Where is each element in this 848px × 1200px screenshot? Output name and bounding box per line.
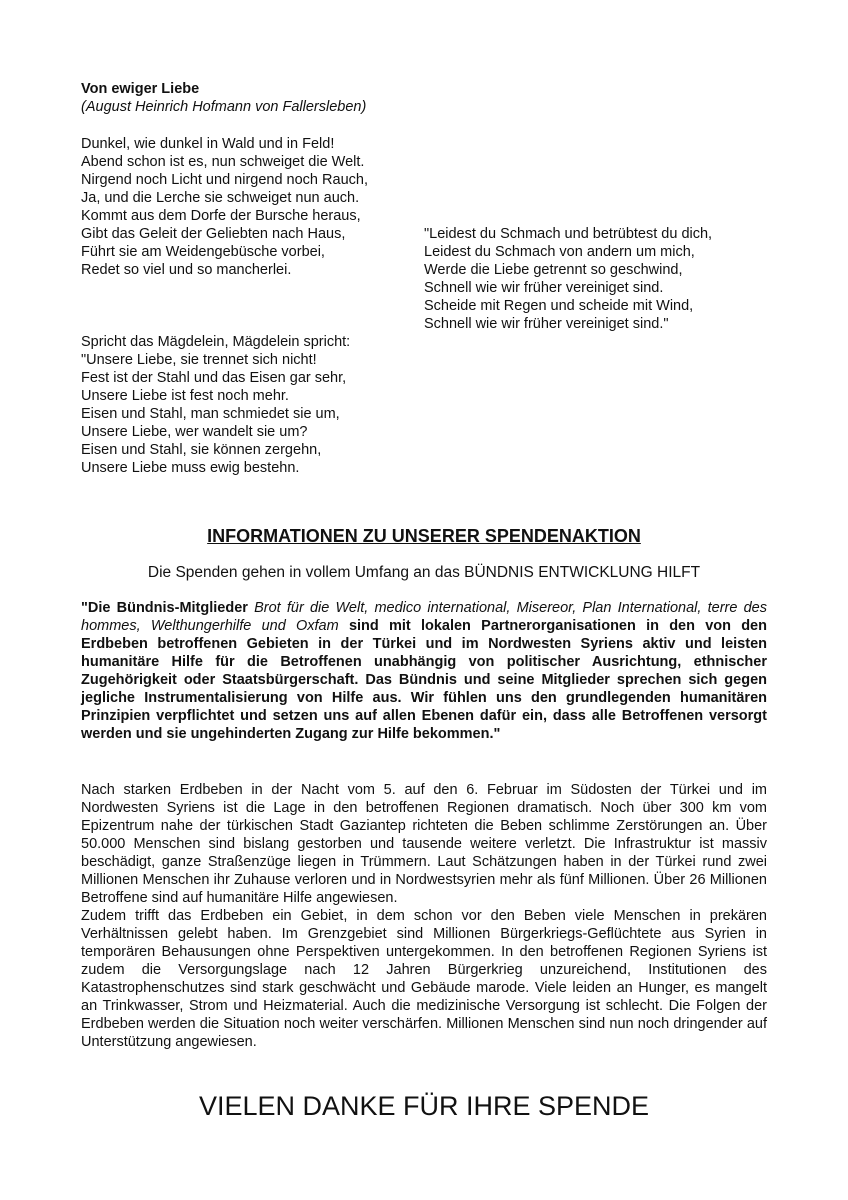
poem-line: "Leidest du Schmach und betrübtest du dich, [424,226,713,242]
poem-title: Von ewiger Liebe [81,81,200,97]
poem-stanza-1 [81,135,368,279]
poem-line: Werde die Liebe getrennt so geschwind, [424,262,683,278]
poem-line: Spricht das Mägdelein, Mägdelein spricht: [81,334,351,350]
poem-line: Gibt das Geleit der Geliebten nach Haus, [81,226,346,242]
paragraph: Nach starken Erdbeben in der Nacht vom 5. auf den 6. Februar im Südosten der Türkei und im Nordwesten Syriens ist die Lage in den betroffenen Regionen dramatisch. Noch über 300 km vom Epizentrum nahe der türkischen Stadt Gaziantep richteten die Beben schlimme Zerstörungen an. Über 50.000 Menschen sind bislang gestorben und tausende weitere verletzt. Die Infrastruktur ist massiv beschädigt, ganze Straßenzüge liegen in Trümmern. Laut Schätzungen haben in der Türkei rund zwei Millionen Menschen ihr Zuhause verloren und in Nordwestsyrien mehr als fünf Millionen. Über 26 Millionen Betroffene sind auf humanitäre Hilfe angewiesen. [81,782,767,906]
poem-line: Nirgend noch Licht und nirgend noch Rauch, [81,172,368,188]
paragraph: Zudem trifft das Erdbeben ein Gebiet, in dem schon vor den Beben viele Menschen in prekären Verhältnissen gelebt haben. Im Grenzgebiet sind Millionen Bürgerkriegs-Geflüchtete aus Syrien in temporären Behausungen ohne Perspektiven untergekommen. In den betroffenen Regionen Syriens ist zudem die Versorgungslage nach 12 Jahren Bürgerkrieg unzureichend, Institutionen des Katastrophenschutzes sind stark geschwächt und Gebäude marode. Viele leiden an Hunger, es mangelt an Trinkwasser, Strom und Heizmaterial. Auch die medizinische Versorgung ist schlecht. Die Folgen der Erdbeben werden die Situation noch weiter verschärfen. Millionen Menschen sind nun noch dringender auf Unterstützung angewiesen. [81,908,767,1050]
poem-line: Unsere Liebe muss ewig bestehn. [81,460,300,476]
poem-line: Eisen und Stahl, man schmiedet sie um, [81,406,340,422]
poem-stanza-2 [424,225,712,333]
poem-line: Redet so viel und so mancherlei. [81,262,292,278]
poem-line: Abend schon ist es, nun schweiget die Welt. [81,154,365,170]
thanks-message: VIELEN DANKE FÜR IHRE SPENDE [198,1091,650,1121]
section-heading: INFORMATIONEN ZU UNSERER SPENDENAKTION [207,526,641,546]
quote-rest: sind mit lokalen Partnerorganisationen in den von den Erdbeben betroffenen Gebieten in der Türkei und im Nordwesten Syriens aktiv und leisten humanitäre Hilfe für die Betroffenen unabhängig von politischer Ausrichtung, ethnischer Zugehörigkeit oder Staatsbürgerschaft. Das Bündnis und seine Mitglieder sprechen sich gegen jegliche Instrumentalisierung von Hilfe aus. Wir fühlen uns den grundlegenden humanitären Prinzipien verpflichtet und setzen uns auf allen Ebenen dafür ein, dass alle Betroffenen versorgt werden und sie ungehinderten Zugang zur Hilfe bekommen." [81,618,767,742]
poem-stanza-3 [81,333,350,477]
poem-line: Scheide mit Regen und scheide mit Wind, [424,298,694,314]
poem-line: Führt sie am Weidengebüsche vorbei, [81,244,325,260]
quote-lead: "Die Bündnis-Mitglieder [81,600,248,616]
poem-author: (August Heinrich Hofmann von Fallersleben) [81,99,367,115]
poem-line: Kommt aus dem Dorfe der Bursche heraus, [81,208,361,224]
poem-line: Dunkel, wie dunkel in Wald und in Feld! [81,136,335,152]
poem-line: Unsere Liebe ist fest noch mehr. [81,388,289,404]
poem-line: Fest ist der Stahl und das Eisen gar sehr, [81,370,347,386]
alliance-quote [81,599,767,743]
poem-line: Eisen und Stahl, sie können zergehn, [81,442,322,458]
section-subheading: Die Spenden gehen in vollem Umfang an das BÜNDNIS ENTWICKLUNG HILFT [147,564,701,581]
poem-line: "Unsere Liebe, sie trennet sich nicht! [81,352,317,368]
poem-line: Schnell wie wir früher vereiniget sind." [424,316,669,332]
poem-line: Leidest du Schmach von andern um mich, [424,244,695,260]
poem-line: Schnell wie wir früher vereiniget sind. [424,280,664,296]
quote-partners: Brot für die Welt, medico international, Misereor, Plan International, terre des hommes, Welthungerhilfe und Oxfam [81,600,767,634]
poem-line: Ja, und die Lerche sie schweiget nun auch. [81,190,360,206]
poem-line: Unsere Liebe, wer wandelt sie um? [81,424,308,440]
body-text [81,781,767,1051]
